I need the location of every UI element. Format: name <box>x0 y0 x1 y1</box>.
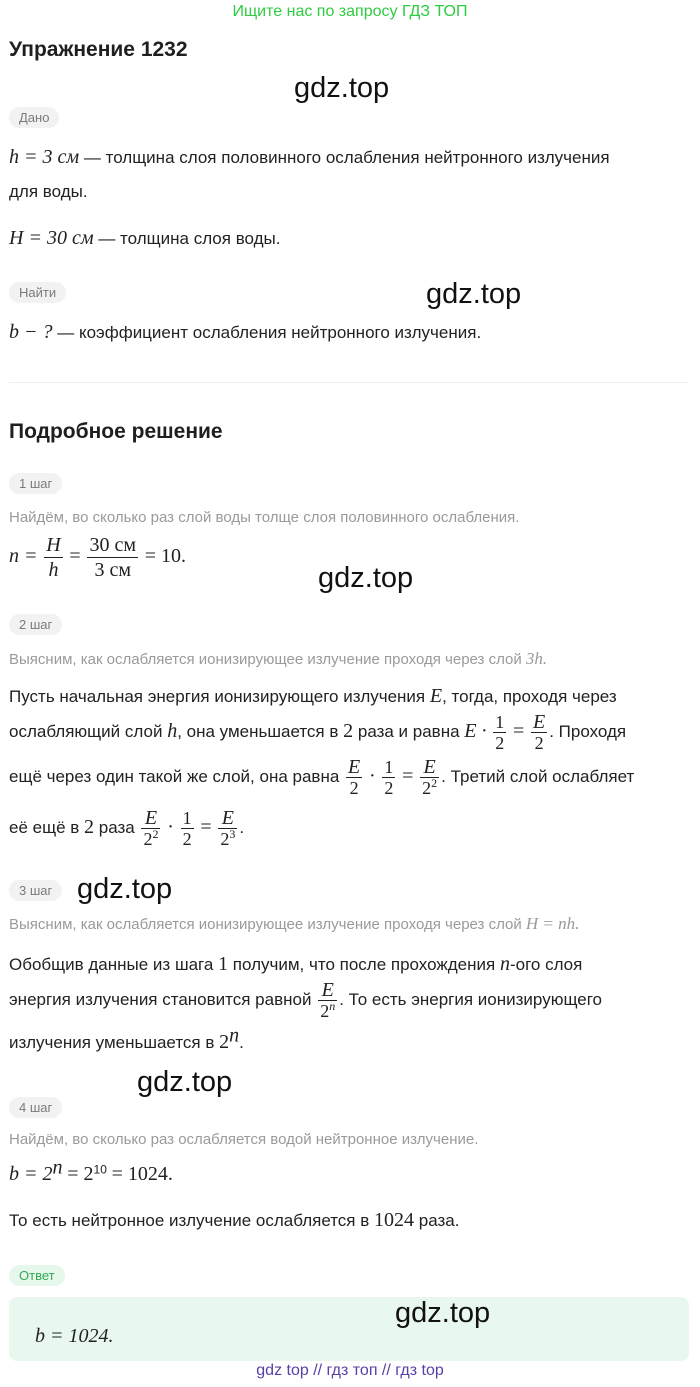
given-line-1 <box>9 145 610 170</box>
find-chip: Найти <box>9 282 66 303</box>
power-exponent: 2 <box>152 827 159 841</box>
fraction-denominator: 3 см <box>87 557 138 582</box>
answer-value: b = 1024. <box>35 1325 114 1347</box>
solution-title: Подробное решение <box>9 420 223 443</box>
formula-part: 1 <box>218 953 229 975</box>
text: излучения уменьшается в <box>9 1033 215 1052</box>
power-base: 2 <box>320 1001 330 1021</box>
exercise-title: Упражнение 1232 <box>9 38 188 61</box>
step4-conclusion <box>9 1208 459 1233</box>
fraction-numerator: 1 <box>182 808 192 828</box>
hint-formula: 3h. <box>525 649 548 668</box>
power-exponent: n <box>229 1024 240 1047</box>
step3-chip: 3 шаг <box>9 880 62 901</box>
power-exponent: 2 <box>431 776 438 790</box>
fraction-denominator: 2 <box>182 829 192 849</box>
step4-chip: 4 шаг <box>9 1097 62 1118</box>
text: энергия излучения становится равной <box>9 989 312 1009</box>
fraction-numerator: E <box>221 807 234 829</box>
text: -ого слоя <box>509 955 583 974</box>
find-text: — коэффициент ослабления нейтронного излучения. <box>57 323 482 342</box>
text: раза <box>98 817 135 837</box>
formula-part: E · <box>464 719 487 742</box>
fraction-numerator: 1 <box>384 757 394 777</box>
text: её ещё в <box>9 817 80 837</box>
text: . Третий слой ослабляет <box>441 766 635 786</box>
formula-part: = 10. <box>144 544 186 567</box>
step1-chip: 1 шаг <box>9 473 62 494</box>
step4-formula <box>9 1156 173 1187</box>
step1-hint: Найдём, во сколько раз слой воды толще слоя половинного ослабления. <box>9 509 520 526</box>
power-exponent: 10 <box>93 1162 107 1177</box>
text: раза и равна <box>357 721 460 741</box>
formula-part: b = 2 <box>9 1163 53 1185</box>
fraction <box>318 980 337 1021</box>
formula-part: 2 <box>343 719 354 742</box>
text: ещё через один такой же слой, она равна <box>9 766 340 786</box>
text: , она уменьшается в <box>177 721 339 741</box>
formula-part: · <box>369 764 376 787</box>
formula-part: n = <box>9 544 38 567</box>
fraction: $\frac{E}{2^3}$ <box>220 807 236 849</box>
fraction-numerator: E <box>321 979 334 1001</box>
text: . То есть энергия ионизирующего <box>339 989 602 1009</box>
fraction-numerator: 1 <box>495 712 505 732</box>
formula-part: 1024 <box>374 1209 414 1231</box>
text: Обобщив данные из шага <box>9 955 214 974</box>
fraction <box>181 808 194 849</box>
formula-part: = 2 <box>67 1163 94 1185</box>
watermark: gdz.top <box>318 562 414 594</box>
given-h-formula: h = 3 см <box>9 146 80 168</box>
formula-part: = <box>512 719 525 742</box>
watermark: gdz.top <box>77 873 173 905</box>
fraction-denominator: h <box>44 557 62 582</box>
given-line-1-cont: для воды. <box>9 182 88 201</box>
text: . <box>239 1033 244 1052</box>
step3-para-line-3 <box>9 1024 244 1055</box>
text: Пусть начальная энергия ионизирующего излучения <box>9 687 426 706</box>
answer-chip: Ответ <box>9 1265 65 1286</box>
step3-hint <box>9 914 579 934</box>
fraction-denominator: 2 <box>346 777 362 798</box>
formula-part: = <box>69 544 81 567</box>
fraction-numerator: 30 см <box>89 534 136 556</box>
step2-para-line-4 <box>9 808 244 849</box>
fraction <box>531 712 547 753</box>
fraction-denominator: 2 <box>531 732 547 753</box>
fraction <box>87 533 138 582</box>
text: То есть нейтронное излучение ослабляется в <box>9 1211 370 1230</box>
text: , тогда, проходя через <box>442 687 617 706</box>
hint-text: Выясним, как ослабляется ионизирующее излучение проходя через слой <box>9 651 522 668</box>
text: раза. <box>418 1211 460 1230</box>
given-chip: Дано <box>9 107 59 128</box>
hint-text: Выясним, как ослабляется ионизирующее излучение проходя через слой <box>9 916 522 933</box>
watermark: gdz.top <box>426 278 522 310</box>
formula-part: = 1024. <box>111 1163 173 1185</box>
find-formula: b − ? <box>9 321 53 343</box>
step2-chip: 2 шаг <box>9 614 62 635</box>
power-base: 2 <box>220 829 230 849</box>
find-line <box>9 320 481 345</box>
step3-para-line-2 <box>9 980 602 1021</box>
given-H-text: — толщина слоя воды. <box>98 229 281 248</box>
hint-formula: H = nh. <box>525 914 580 933</box>
step3-para-line-1 <box>9 952 582 977</box>
step2-para-line-3 <box>9 757 634 798</box>
step2-para-line-2 <box>9 712 626 753</box>
step4-hint: Найдём, во сколько раз ослабляется водой нейтронное излучение. <box>9 1131 479 1148</box>
given-H-formula: H = 30 см <box>9 227 94 249</box>
fraction-numerator: E <box>423 756 436 778</box>
fraction-numerator: H <box>46 534 61 556</box>
formula-part: E <box>429 685 443 707</box>
fraction <box>346 757 362 798</box>
given-line-2 <box>9 226 280 251</box>
text: . Проходя <box>549 721 627 741</box>
step1-formula <box>9 533 186 582</box>
text: получим, что после прохождения <box>232 955 496 974</box>
fraction-denominator: 2 <box>495 733 505 753</box>
fraction-numerator: E <box>533 711 546 733</box>
footer-links: gdz top // гдз топ // гдз top <box>256 1362 444 1379</box>
divider <box>9 382 689 383</box>
text: ослабляющий слой <box>9 721 163 741</box>
formula-part: = <box>402 764 414 787</box>
formula-part: h <box>167 719 178 742</box>
step2-hint <box>9 649 547 669</box>
fraction <box>44 533 62 582</box>
power-base: 2 <box>143 829 153 849</box>
fraction <box>382 757 395 798</box>
fraction <box>141 808 160 849</box>
fraction-numerator: E <box>144 807 158 829</box>
power-exponent: n <box>52 1156 63 1179</box>
formula-part: n <box>499 953 510 975</box>
formula-part: = <box>200 815 212 838</box>
watermark: gdz.top <box>294 72 390 104</box>
fraction <box>420 757 439 798</box>
watermark: gdz.top <box>395 1297 491 1329</box>
text: . <box>239 817 245 837</box>
fraction <box>493 712 506 753</box>
fraction-denominator: 2 <box>384 778 394 798</box>
formula-part: 2 <box>219 1031 230 1053</box>
fraction-numerator: E <box>348 756 361 778</box>
given-h-text: — толщина слоя половинного ослабления нейтронного излучения <box>83 148 610 167</box>
formula-part: 2 <box>84 815 95 838</box>
power-base: 2 <box>422 778 432 798</box>
power-exponent: n <box>329 999 336 1013</box>
step2-para-line-1 <box>9 684 617 709</box>
formula-part: · <box>167 815 174 838</box>
top-banner: Ищите нас по запросу ГДЗ ТОП <box>232 3 468 20</box>
watermark: gdz.top <box>137 1066 233 1098</box>
